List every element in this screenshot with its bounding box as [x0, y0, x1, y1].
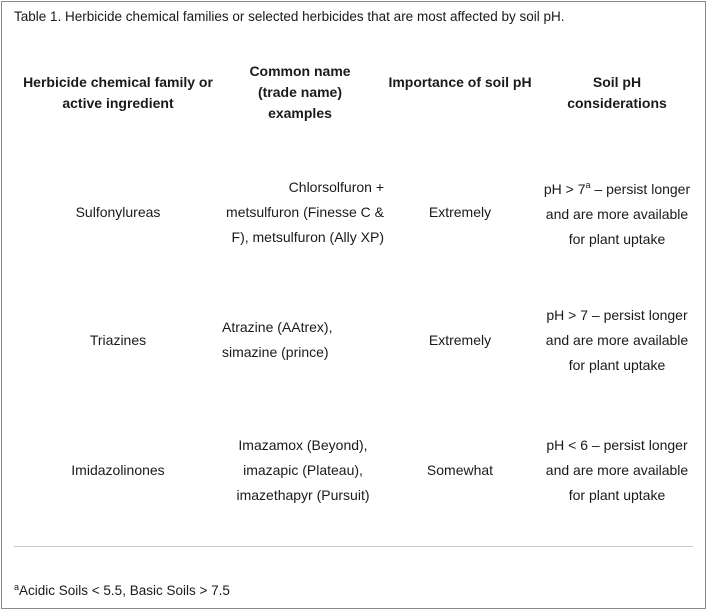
table-row-1-consideration: pH > $7^a$ – persist longer and are more available for plant uptake — [543, 179, 691, 247]
footnote-marker: a — [14, 582, 20, 592]
table-caption: Table 1. Herbicide chemical families or selected herbicides that are most affected by soil pH. — [14, 9, 565, 24]
table-row-3-importance: Somewhat — [426, 461, 494, 478]
footnote-marker: a — [585, 179, 591, 190]
footnote-divider — [14, 546, 693, 547]
header-family: Herbicide chemical family or active ingredient — [23, 74, 213, 111]
header-importance: Importance of soil pH — [388, 74, 532, 90]
table-row-2-consideration: pH > 7 – persist longer and are more available for plant uptake — [545, 306, 689, 373]
table-row-1-importance: Extremely — [428, 203, 492, 220]
table-row-2-family: Triazines — [89, 331, 147, 348]
table-footnote: $^a$Acidic Soils < 5.5, Basic Soils > 7.5 — [14, 582, 230, 598]
header-common-name: Common name (trade name) examples — [249, 63, 351, 121]
table-row-1-family: Sulfonylureas — [75, 203, 161, 220]
table-row-3-family: Imidazolinones — [71, 461, 165, 478]
table-row-3-examples: Imazamox (Beyond), imazapic (Plateau), imazethapyr (Pursuit) — [236, 436, 370, 503]
table-row-1-examples: Chlorsolfuron + metsulfuron (Finesse C & F), metsulfuron (Ally XP) — [226, 178, 384, 245]
header-ph-considerations: Soil pH considerations — [567, 74, 667, 111]
table-row-2-importance: Extremely — [428, 331, 492, 348]
table-row-2-examples: Atrazine (AAtrex), simazine (prince) — [222, 319, 333, 360]
table-row-3-consideration: pH < 6 – persist longer and are more available for plant uptake — [545, 436, 689, 503]
